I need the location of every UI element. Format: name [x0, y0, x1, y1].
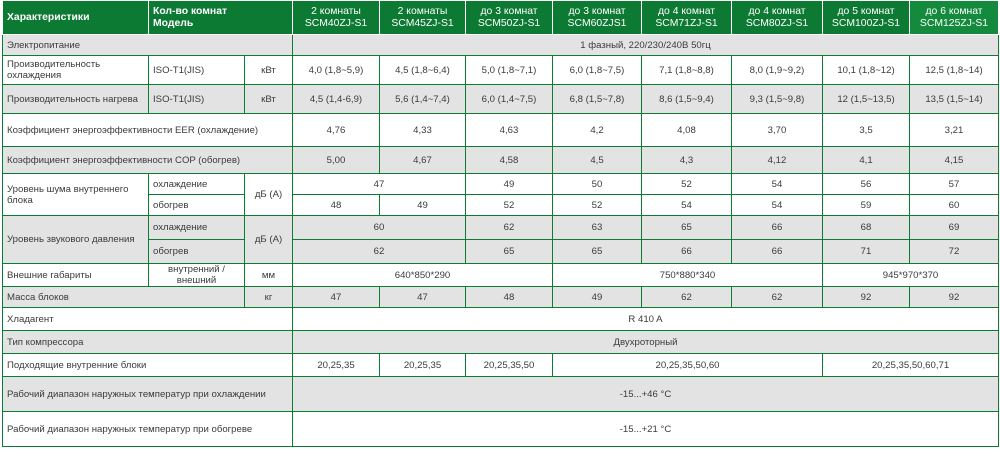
table-cell: 3,5 — [823, 114, 910, 147]
header-model-label: Модель — [153, 17, 194, 29]
header-col-5: до 4 комнат SCM71ZJ-S1 — [642, 1, 732, 35]
compressor-label: Тип компрессора — [3, 331, 293, 354]
table-cell: 4,15 — [910, 147, 999, 174]
table-cell: 52 — [642, 174, 732, 195]
heating-capacity-standard: ISO-T1(JIS) — [149, 85, 245, 114]
compressor-value: Двухроторный — [293, 331, 999, 354]
row-indoor-units — [3, 354, 999, 377]
dimensions-label: Внешние габариты — [3, 264, 149, 287]
table-cell: 4,33 — [380, 114, 466, 147]
table-cell: 47 — [293, 174, 466, 195]
table-cell: 8,6 (1,5~9,4) — [642, 85, 732, 114]
heating-capacity-unit: кВт — [245, 85, 293, 114]
table-cell: 4,67 — [380, 147, 466, 174]
sound-pressure-unit: дБ (А) — [245, 216, 293, 264]
power-label: Электропитание — [3, 35, 293, 56]
table-cell: 69 — [910, 216, 999, 240]
table-cell: 12 (1,5~13,5) — [823, 85, 910, 114]
table-cell: 640*850*290 — [293, 264, 553, 287]
table-cell: 13,5 (1,5~14) — [910, 85, 999, 114]
table-cell: 68 — [823, 216, 910, 240]
table-cell: 6,0 (1,4~7,5) — [466, 85, 553, 114]
table-cell: 52 — [553, 195, 642, 216]
table-cell: 20,25,35 — [293, 354, 380, 377]
dimensions-sublabel: внутренний / внешний — [149, 264, 245, 287]
dimensions-unit: мм — [245, 264, 293, 287]
table-cell: 945*970*370 — [823, 264, 999, 287]
table-cell: 750*880*340 — [553, 264, 823, 287]
header-col-6: до 4 комнат SCM80ZJ-S1 — [732, 1, 823, 35]
sound-pressure-heating-label: обогрев — [149, 240, 245, 264]
table-cell: 92 — [823, 287, 910, 308]
header-col-2: 2 комнаты SCM45ZJ-S1 — [380, 1, 466, 35]
table-cell: 60 — [910, 195, 999, 216]
table-cell: 4,08 — [642, 114, 732, 147]
cooling-capacity-standard: ISO-T1(JIS) — [149, 56, 245, 85]
header-rooms-label: Кол-во комнат — [153, 5, 228, 17]
row-weight — [3, 287, 999, 308]
indoor-noise-cooling-label: охлаждение — [149, 174, 245, 195]
header-rooms-model — [149, 1, 293, 35]
table-cell: 9,3 (1,5~9,8) — [732, 85, 823, 114]
cooling-capacity-label: Производительность охлаждения — [3, 56, 149, 85]
indoor-noise-unit: дБ (А) — [245, 174, 293, 216]
table-cell: 10,1 (1,8~12) — [823, 56, 910, 85]
table-cell: 5,6 (1,4~7,4) — [380, 85, 466, 114]
table-cell: 4,5 — [553, 147, 642, 174]
table-cell: 4,63 — [466, 114, 553, 147]
table-cell: 20,25,35,50,60,71 — [823, 354, 999, 377]
table-cell: 6,8 (1,5~7,8) — [553, 85, 642, 114]
table-cell: 66 — [732, 216, 823, 240]
table-cell: 52 — [466, 195, 553, 216]
table-cell: 8,0 (1,9~9,2) — [732, 56, 823, 85]
table-cell: 4,5 (1,4-6,9) — [293, 85, 380, 114]
indoor-noise-label: Уровень шума внутреннего блока — [3, 174, 149, 216]
table-cell: 4,5 (1,8~6,4) — [380, 56, 466, 85]
table-cell: 4,3 — [642, 147, 732, 174]
row-cooling-capacity — [3, 56, 999, 85]
table-cell: 57 — [910, 174, 999, 195]
table-cell: 59 — [823, 195, 910, 216]
row-refrigerant — [3, 308, 999, 331]
row-compressor — [3, 331, 999, 354]
table-cell: 72 — [910, 240, 999, 264]
table-cell: 54 — [732, 174, 823, 195]
sound-pressure-cooling-label: охлаждение — [149, 216, 245, 240]
table-cell: 60 — [293, 216, 466, 240]
table-cell: 54 — [642, 195, 732, 216]
table-cell: 7,1 (1,8~8,8) — [642, 56, 732, 85]
table-cell: 47 — [293, 287, 380, 308]
table-cell: 4,12 — [732, 147, 823, 174]
table-cell: 48 — [466, 287, 553, 308]
table-cell: 3,21 — [910, 114, 999, 147]
table-cell: 66 — [642, 240, 732, 264]
heating-capacity-label: Производительность нагрева — [3, 85, 149, 114]
table-cell: 49 — [466, 174, 553, 195]
table-cell: 4,76 — [293, 114, 380, 147]
table-cell: 62 — [732, 287, 823, 308]
table-cell: 65 — [466, 240, 553, 264]
table-cell: 62 — [642, 287, 732, 308]
table-cell: 56 — [823, 174, 910, 195]
row-dimensions — [3, 264, 999, 287]
header-col-8: до 6 комнат SCM125ZJ-S1 — [910, 1, 999, 35]
table-cell: 4,0 (1,8~5,9) — [293, 56, 380, 85]
table-cell: 6,0 (1,8~7,5) — [553, 56, 642, 85]
temp-cooling-label: Рабочий диапазон наружных температур при охлаждении — [3, 377, 293, 412]
table-cell: 4,1 — [823, 147, 910, 174]
indoor-units-label: Подходящие внутренние блоки — [3, 354, 293, 377]
table-cell: 65 — [642, 216, 732, 240]
row-cop — [3, 147, 999, 174]
table-cell: 47 — [380, 287, 466, 308]
row-eer — [3, 114, 999, 147]
table-cell: 92 — [910, 287, 999, 308]
table-cell: 62 — [293, 240, 466, 264]
header-col-4: до 3 комнат SCM60ZJS1 — [553, 1, 642, 35]
power-value: 1 фазный, 220/230/240В 50гц — [293, 35, 999, 56]
table-cell: 4,2 — [553, 114, 642, 147]
table-cell: 12,5 (1,8~14) — [910, 56, 999, 85]
table-cell: 48 — [293, 195, 380, 216]
table-cell: 4,58 — [466, 147, 553, 174]
table-cell: 49 — [380, 195, 466, 216]
row-indoor-noise-heating — [3, 195, 999, 216]
table-cell: 62 — [466, 216, 553, 240]
eer-label: Коэффициент энергоэффективности EER (охлаждение) — [3, 114, 293, 147]
refrigerant-label: Хладагент — [3, 308, 293, 331]
table-cell: 5,0 (1,8~7,1) — [466, 56, 553, 85]
table-cell: 3,70 — [732, 114, 823, 147]
weight-unit: кг — [245, 287, 293, 308]
sound-pressure-label: Уровень звукового давления — [3, 216, 149, 264]
temp-cooling-value: -15...+46 °С — [293, 377, 999, 412]
header-col-1: 2 комнаты SCM40ZJ-S1 — [293, 1, 380, 35]
table-cell: 20,25,35,50 — [466, 354, 553, 377]
row-heating-capacity — [3, 85, 999, 114]
table-cell: 20,25,35 — [380, 354, 466, 377]
table-cell: 65 — [553, 240, 642, 264]
row-sound-pressure-cooling — [3, 216, 999, 240]
table-cell: 5,00 — [293, 147, 380, 174]
row-power — [3, 35, 999, 56]
temp-heating-value: -15...+21 °С — [293, 412, 999, 447]
table-cell: 49 — [553, 287, 642, 308]
row-indoor-noise-cooling — [3, 174, 999, 195]
refrigerant-value: R 410 A — [293, 308, 999, 331]
table-cell: 66 — [732, 240, 823, 264]
cop-label: Коэффициент энергоэффективности COP (обогрев) — [3, 147, 293, 174]
table-cell: 50 — [553, 174, 642, 195]
row-temp-cooling — [3, 377, 999, 412]
weight-label: Масса блоков — [3, 287, 245, 308]
header-col-3: до 3 комнат SCM50ZJ-S1 — [466, 1, 553, 35]
table-cell: 20,25,35,50,60 — [553, 354, 823, 377]
row-sound-pressure-heating — [3, 240, 999, 264]
table-cell: 63 — [553, 216, 642, 240]
row-temp-heating — [3, 412, 999, 447]
temp-heating-label: Рабочий диапазон наружных температур при обогреве — [3, 412, 293, 447]
header-col-7: до 5 комнат SCM100ZJ-S1 — [823, 1, 910, 35]
table-cell: 71 — [823, 240, 910, 264]
table-header — [3, 1, 999, 35]
indoor-noise-heating-label: обогрев — [149, 195, 245, 216]
header-characteristics: Характеристики — [3, 1, 149, 35]
table-cell: 54 — [732, 195, 823, 216]
cooling-capacity-unit: кВт — [245, 56, 293, 85]
spec-table — [2, 0, 999, 447]
